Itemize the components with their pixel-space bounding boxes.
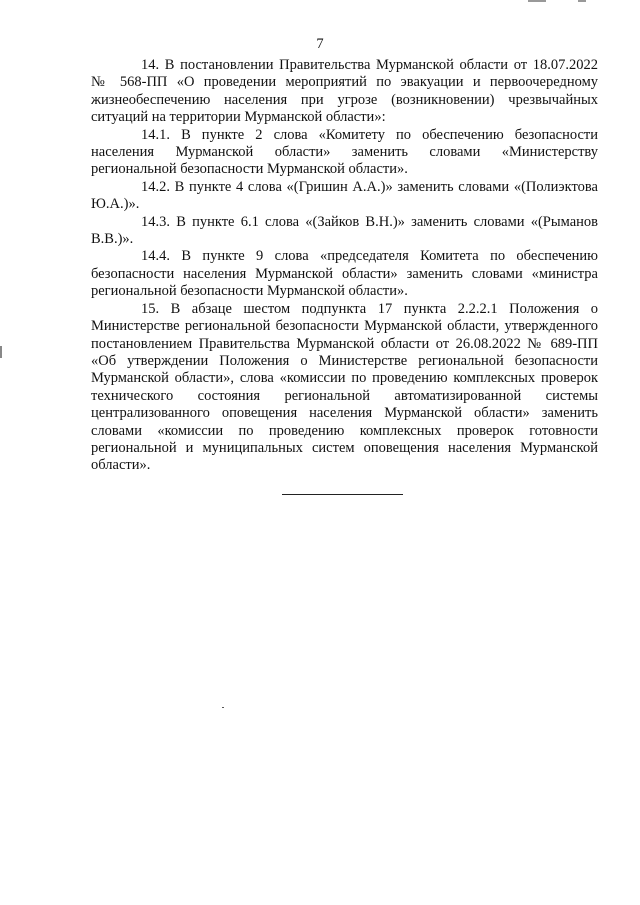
paragraph-item-14-2: 14.2. В пункте 4 слова «(Гришин А.А.)» заменить словами «(Полиэктова Ю.А.)». <box>91 178 598 213</box>
scan-artifact-top <box>528 0 546 2</box>
paragraph-item-14: 14. В постановлении Правительства Мурманской области от 18.07.2022 № 568-ПП «О проведении мероприятий по эвакуации и первоочередному жизнеобеспечению населения при угрозе (возникновении) чрезвычайных ситуаций на территории Мурманской области»: <box>91 57 598 126</box>
page-number: 7 <box>316 36 324 52</box>
end-of-text-rule <box>282 494 403 495</box>
paragraph-item-14-4: 14.4. В пункте 9 слова «председателя Комитета по обеспечению безопасности населения Мурманской области» заменить словами «министра региональной безопасности Мурманской области». <box>91 248 598 300</box>
scan-artifact-dot <box>222 707 224 708</box>
paragraph-item-15: 15. В абзаце шестом подпункта 17 пункта 2.2.2.1 Положения о Министерстве региональной безопасности Мурманской области, утвержденного постановлением Правительства Мурманской области от 26.08.2022 № 689-ПП «Об утверждении Положения о Министерстве региональной безопасности Мурманской области», слова «комиссии по проведению комплексных проверок технического состояния региональной автоматизированной системы централизованного оповещения населения Мурманской области» заменить словами «комиссии по проведению комплексных проверок готовности региональной и муниципальных систем оповещения населения Мурманской области». <box>91 300 598 474</box>
paragraph-item-14-3: 14.3. В пункте 6.1 слова «(Зайков В.Н.)» заменить словами «(Рыманов В.В.)». <box>91 213 598 248</box>
scan-artifact-left <box>0 346 2 358</box>
paragraph-item-14-1: 14.1. В пункте 2 слова «Комитету по обеспечению безопасности населения Мурманской области» заменить словами «Министерству региональной безопасности Мурманской области». <box>91 126 598 178</box>
document-body <box>91 57 598 475</box>
scan-artifact-top <box>578 0 586 2</box>
